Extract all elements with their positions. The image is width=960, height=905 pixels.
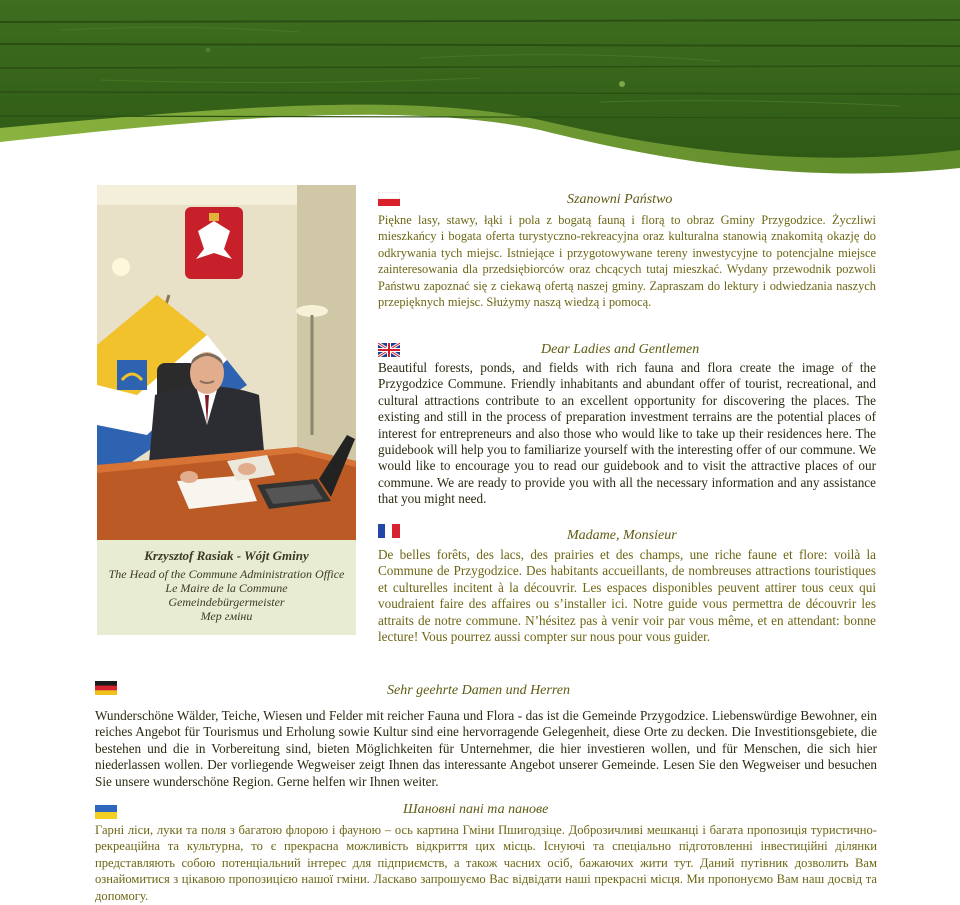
fr-title: Madame, Monsieur — [567, 528, 677, 543]
germany-flag-icon — [95, 681, 117, 695]
de-title: Sehr geehrte Damen und Herren — [387, 683, 570, 698]
coat-of-arms-icon — [185, 207, 243, 279]
pl-body: Piękne lasy, stawy, łąki i pola z bogatą fauną i florą to obraz Gminy Przygodzice. Życzliwi mieszkańcy i bogata oferta turystyczno-rekreacyjna oraz kulturalna stanowią znakomitą okazję do odkrywania tych miejsc. Istniejące i przygotowywane tereny inwestycyjne to potencjalne miejsce zainteresowania dla przedsiębiorców oraz chcących tutaj mieszkać. Wydany przewodnik pozwoli Państwu zapoznać się z ciekawą ofertą naszej gminy. Zapraszam do lektury i odwiedzania naszych przepięknych miejsc. Służymy naszą wiedzą i pomocą. — [378, 213, 876, 310]
photo-caption — [97, 540, 356, 635]
pl-title: Szanowni Państwo — [567, 192, 673, 207]
wood-banner — [0, 0, 960, 185]
caption-line-en: The Head of the Commune Administration Office — [108, 567, 345, 581]
mayor-name: Krzysztof Rasiak - Wójt Gminy — [144, 548, 309, 563]
france-flag-icon — [378, 524, 400, 538]
uk-flag-icon — [378, 343, 400, 357]
ua-title: Шановні пані та панове — [403, 802, 549, 817]
caption-line-fr: Le Maire de la Commune — [165, 581, 288, 595]
en-body: Beautiful forests, ponds, and fields with rich fauna and flora create the image of the Przygodzice Commune. Friendly inhabitants and abundant offer of tourist, recreational, and cultural attractions contribute to an excellent opportunity for discovering the places. The existing and still in the process of preparation investment terrains are the potential places of interest for entrepreneurs and also those who would like to take up their residences here. The guidebook will help you to familiarize yourself with the interesting offer of our commune. We would like to encourage you to read our guidebook and to visit the attractive places of our commune. We are ready to provide you with all the necessary information and any assistance that you might need. — [378, 360, 876, 507]
ukraine-flag-icon — [95, 805, 117, 819]
mayor-photo — [97, 185, 356, 540]
caption-line-de: Gemeindebürgermeister — [168, 595, 285, 609]
poland-flag-icon — [378, 192, 400, 206]
caption-line-ua: Мер гміни — [200, 609, 253, 623]
de-body: Wunderschöne Wälder, Teiche, Wiesen und Felder mit reicher Fauna und Flora - das ist die Gemeinde Przygodzice. Liebenswürdige Bewohner, ein reiches Angebot für Tourismus und Erholung sowie Kultur sind eine hervorragende Gelegenheit, diese Orte zu decken. Die Investitionsgebiete, die bestehen und die in Vorbereitung sind, bieten Möglichkeiten für Unternehmer, die hier investieren wollen, und für Menschen, die sich hier niederlassen wollen. Der vorliegende Wegweiser zeigt Ihnen das interessante Angebot unserer Gemeinde. Lesen Sie den Wegweiser und besuchen Sie unsere wunderschöne Region. Gerne helfen wir Ihnen weiter. — [95, 708, 877, 789]
en-title: Dear Ladies and Gentlemen — [541, 342, 700, 357]
ua-body: Гарні ліси, луки та поля з багатою флорою і фауною – ось картина Гміни Пшигодзіце. Доброзичливі мешканці і багата пропозиція туристично-рекреаційна та культурна, то є прекрасна можливість відкриття цих місць. Існуючі та спеціально підготовленні інвестиційні ділянки представляють собою потенціальний інтерес для підприємств, а також часних осіб, бажаючих жити тут. Даний путівник дозволить Вам ознайомитися з цікавою пропозицією нашої гміни. Ласкаво запрошуємо Вас відвідати наші прекрасні місця. Ми пропонуємо Вам наш досвід та допомогу. — [95, 823, 877, 903]
fr-body: De belles forêts, des lacs, des prairies et des champs, une riche faune et flore: voilà la Commune de Przygodzice. Des habitants accueillants, de nombreuses attractions touristiques et culturelles incitent à la découvrir. Les espaces disponibles peuvent attirer tous ceux qui voudraient faire des affaires ou s’installer ici. Notre guide vous permettra de découvrir les attraits de notre commune. N’hésitez pas à venir voir par vous même, et en attendant: bonne lecture! Vous pourrez aussi compter sur nous pour vous guider. — [378, 547, 876, 645]
